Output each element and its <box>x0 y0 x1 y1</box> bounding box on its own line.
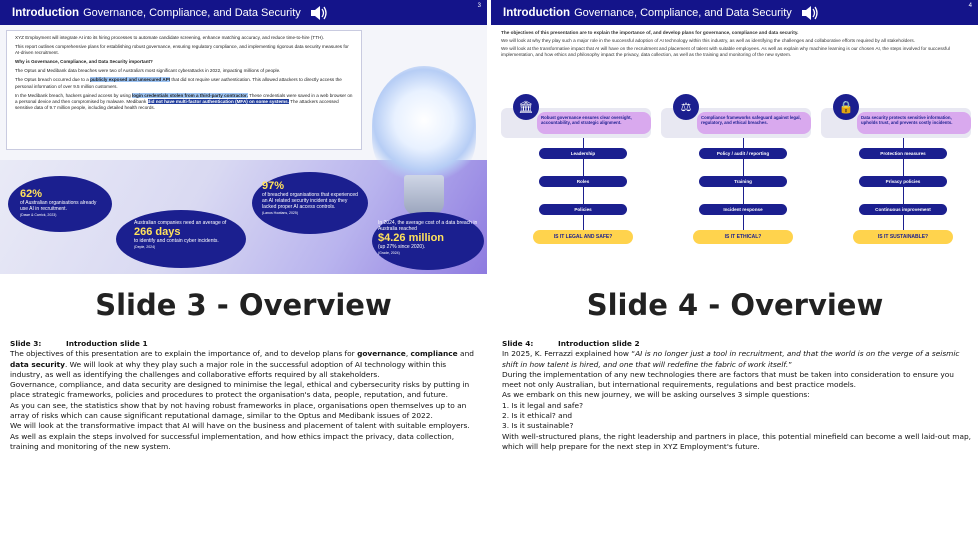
compliance-column <box>657 92 813 252</box>
stat-source: (Deple, 2024) <box>134 245 156 249</box>
question-item: 3. Is it sustainable? <box>502 421 574 431</box>
stat-value: 62% <box>20 188 43 200</box>
notes-paragraph: During the implementation of any new technologies there are factors that must be taken into consideration to ensure you meet not only Australian, but international requirements, regulations and best practice models. <box>502 369 954 390</box>
lock-icon: 🔒 <box>833 94 859 120</box>
bold-term: governance <box>357 349 406 359</box>
column-item: Continuous improvement <box>859 204 947 215</box>
question-item: 2. Is it ethical? and <box>502 411 573 421</box>
column-item: Privacy policies <box>859 176 947 187</box>
notes-heading: Introduction slide 1 <box>65 339 148 348</box>
highlight: publicly exposed and unsecured API <box>90 77 171 83</box>
lightbulb-base <box>404 175 444 215</box>
stat-text: In 2024, the average cost of a data breach in Australia reached <box>378 220 478 232</box>
column-item: Incident response <box>699 204 787 215</box>
notes-paragraph: As you can see, the statistics show that by not having robust frameworks in place, organisations open themselves up to an array of risks which can cause significant reputational damage, similar to the Optus and Medibank issues of 2022. <box>10 400 467 421</box>
stat-text: of Australian organisations already use AI in recruitment. <box>20 200 97 212</box>
notes-paragraph: Governance, compliance, and data security are designed to minimise the legal, ethical and cybersecurity risks by putting in place strategic frameworks, policies and procedures to protect the organisation's data, people, reputation, and future. <box>10 380 470 400</box>
column-banner: Data security protects sensitive information, upholds trust, and prevents costly incidents. <box>857 112 971 134</box>
notes-paragraph: As we embark on this new journey, we will be asking ourselves 3 simple questions: <box>502 390 810 400</box>
slide-4-thumbnail[interactable] <box>491 0 978 274</box>
stat-bubble <box>252 172 368 234</box>
stat-value: $4.26 million <box>378 232 445 244</box>
data-security-column <box>817 92 973 252</box>
column-item: Leadership <box>539 148 627 159</box>
notes-paragraph: We will look at the transformative impact that AI will have on the business and placement of talent with suitable employers. As well as explain the steps involved for successful implementation, and how ethics impact the privacy, data collection, training and monitoring of the new system. <box>10 421 470 451</box>
header-title: Governance, Compliance, and Data Security <box>83 6 301 19</box>
paragraph <box>15 93 353 111</box>
column-item: Policies <box>539 204 627 215</box>
paragraph: XYZ Employment will integrate AI into its hiring processes to automate candidate screening, enhance matching accuracy, and reduce time-to-hire (TTH). <box>15 35 325 40</box>
paragraph: We will look at the transformative impact that AI will have on the recruitment and placement of talent with suitable employees. As well as explain why machine learning is our chosen AI, the steps involved for successful implementation, and how ethics and philosophy impact the privacy, data collection, as well as the training and monitoring of the new system. <box>501 46 950 57</box>
notes-paragraph: The objectives of this presentation are to explain the importance of, and to develop plans for governance, compliance and data security. We will look at why they play such a major role in the successful adoption of AI technology within this industry, as well as identifying the challenges and collaborative efforts required by all stakeholders. <box>10 349 474 379</box>
text-run: The objectives of this presentation are to explain the importance of, and to develop plans for <box>10 349 355 359</box>
bank-icon: 🏛 <box>513 94 539 120</box>
slide-3-notes <box>10 339 478 452</box>
paragraph: We will look at why they play such a major role in the successful adoption of AI technology within this industry, as well as identifying the challenges and collaborative efforts required by all stakeholders. <box>501 38 916 43</box>
column-question: IS IT SUSTAINABLE? <box>853 230 953 244</box>
column-item: Policy / audit / reporting <box>699 148 787 159</box>
notes-label: Slide 4: <box>502 339 534 348</box>
lightbulb-image <box>372 66 476 186</box>
scales-icon: ⚖ <box>673 94 699 120</box>
paragraph <box>15 77 353 89</box>
slide-4-title: Slide 4 - Overview <box>586 288 884 322</box>
stat-source: (Lanos Howlans, 2025) <box>262 211 298 215</box>
paragraph: The Optus and Medibank data breaches were two of Australia's most significant cyberattacks in 2022, impacting millions of people. <box>15 68 281 74</box>
notes-label: Slide 3: <box>10 339 42 348</box>
quote: AI is no longer just a tool in recruitment, and that the world is on the verge of a seismic shift in how talent is hired, and one that will redefine the fabric of work itself. <box>502 349 960 369</box>
header-title-bold: Introduction <box>12 6 80 19</box>
stat-text: to identify and contain cyber incidents. <box>134 238 219 244</box>
text-run: In 2025, K. Ferrazzi explained how “ <box>502 349 636 359</box>
text-run: These credentials were saved in a web browser on a personal device and then compromised by malware. Medibank <box>15 92 353 104</box>
text-run: The attackers accessed sensitive data of 9.7 million people, including detailed health records. <box>15 98 339 110</box>
question-item: 1. Is it legal and safe? <box>502 400 584 410</box>
stat-text: Australian companies need an average of <box>134 220 227 226</box>
paragraph: This report outlines comprehensive plans for establishing robust governance, ensuring regulatory compliance, and implementing rigorous data security measures for AI-driven recruitment. <box>15 44 349 56</box>
slide-3-thumbnail[interactable] <box>0 0 487 274</box>
stat-text: (up 27% since 2020). <box>378 244 426 250</box>
lead-paragraph: The objectives of this presentation are to explain the importance of, and develop plans for governance, compliance and data security. <box>501 30 799 35</box>
highlight: did not have multi-factor authentication (MFA) on some systems. <box>147 98 289 104</box>
text-run: The Optus breach occurred due to a <box>15 77 89 83</box>
question-heading: Why is Governance, Compliance, and Data Security important? <box>15 59 153 65</box>
text-run: that did not require user authentication. This allowed attackers to directly access the personal information of over 9.5 million customers. <box>15 77 342 89</box>
notes-heading: Introduction slide 2 <box>557 339 640 348</box>
notes-header <box>502 339 972 349</box>
stat-bubble <box>8 176 112 232</box>
governance-column <box>497 92 653 252</box>
intro-text-box <box>6 30 362 150</box>
notes-paragraph: With well-structured plans, the right leadership and partners in place, this potential minefield can become a well laid-out map, which will help prepare for the next step in XYZ Employment's future. <box>502 431 972 451</box>
text-run: ” <box>788 359 793 369</box>
text-run: In the Medibank breach, hackers gained access by using <box>15 92 131 98</box>
objectives-text <box>501 30 971 60</box>
column-banner: Robust governance ensures clear oversight, accountability, and strategic alignment. <box>537 112 651 134</box>
slide-4-notes <box>502 339 972 452</box>
slide-header <box>0 0 487 25</box>
slide-3-title: Slide 3 - Overview <box>95 288 392 322</box>
stat-value: 97% <box>262 180 285 192</box>
column-question: IS IT ETHICAL? <box>693 230 793 244</box>
notes-header <box>10 339 478 349</box>
speaker-icon[interactable] <box>309 4 329 22</box>
column-banner: Compliance frameworks safeguard against legal, regulatory, and ethical breaches. <box>697 112 811 134</box>
header-title: Governance, Compliance, and Data Security <box>574 6 792 19</box>
highlight: login credentials stolen from a third-party contractor. <box>131 92 248 98</box>
column-item: Roles <box>539 176 627 187</box>
column-question: IS IT LEGAL AND SAFE? <box>533 230 633 244</box>
column-item: Protection measures <box>859 148 947 159</box>
stat-bubble <box>372 212 484 270</box>
bold-term: compliance <box>410 349 458 359</box>
stat-source: (Grade, 2024) <box>378 251 400 255</box>
speaker-icon[interactable] <box>800 4 820 22</box>
slide-number: 3 <box>477 3 481 9</box>
header-title-bold: Introduction <box>503 6 571 19</box>
slide-number: 4 <box>968 3 972 9</box>
stat-source: (Dawe & Carrick, 2023) <box>20 213 57 217</box>
text-run: We will look at why they play such a major role in the successful adoption of AI technology within this industry, as well as identifying the challenges and collaborative efforts required by all stakeholders. <box>10 359 447 379</box>
slide-header <box>491 0 978 25</box>
stat-value: 266 days <box>134 226 181 238</box>
stat-bubble <box>116 210 246 268</box>
column-item: Training <box>699 176 787 187</box>
notes-paragraph <box>502 349 972 370</box>
stat-text: of breached organisations that experienced an AI related security incident say they lacked proper AI access controls. <box>262 192 358 210</box>
bold-term: data security <box>10 359 65 369</box>
